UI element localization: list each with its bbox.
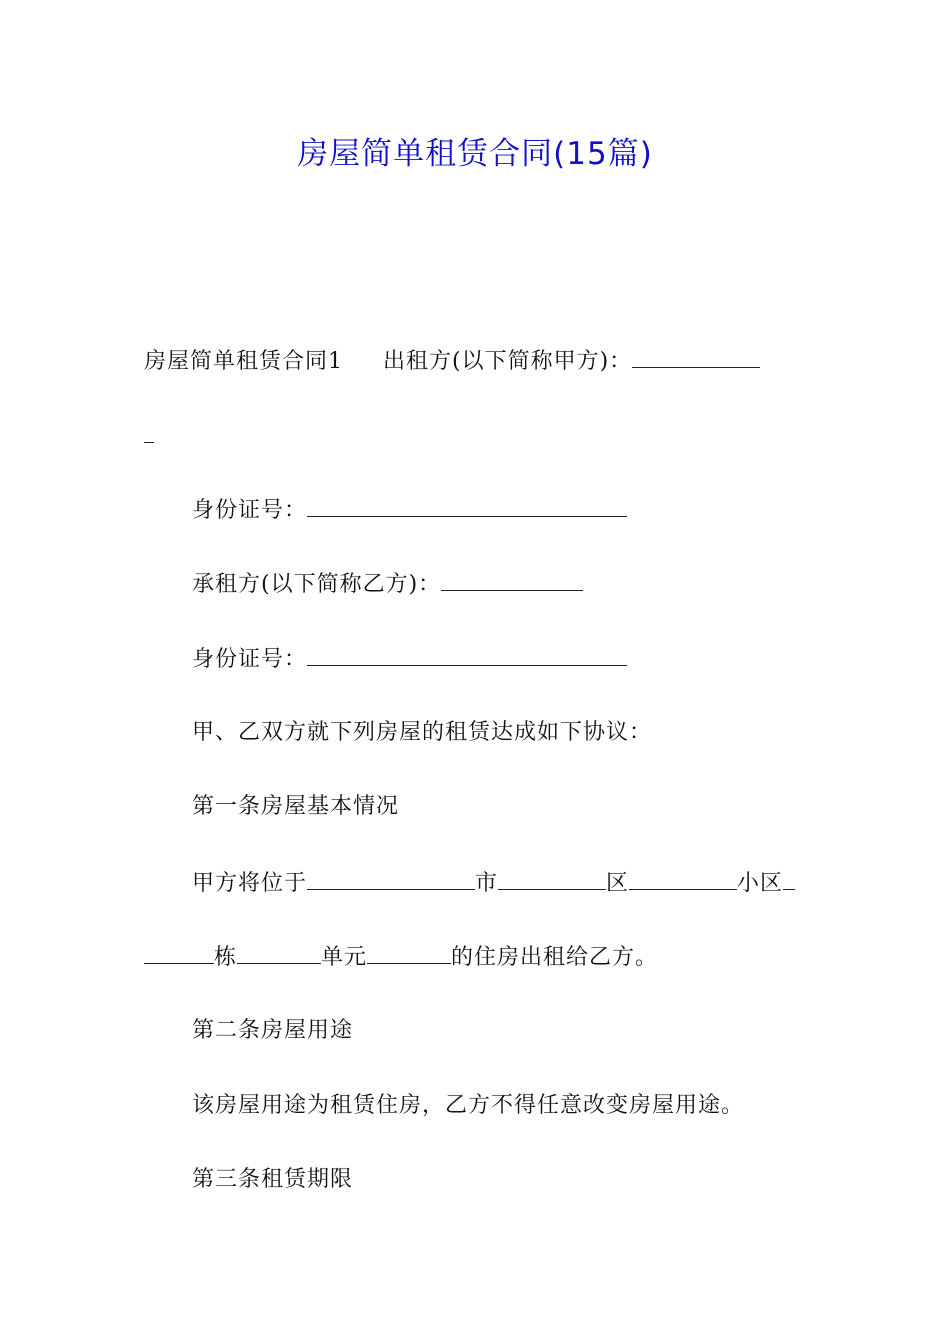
article-1-title: 第一条房屋基本情况 <box>192 794 400 819</box>
lessee-line <box>192 568 583 600</box>
location-blank <box>307 867 475 890</box>
district-label: 区 <box>606 871 630 896</box>
document-title: 房屋简单租赁合同(15篇) <box>297 136 653 172</box>
lessor-id-blank <box>307 494 627 517</box>
article-3-title: 第三条租赁期限 <box>192 1167 354 1192</box>
lessor-id-label: 身份证号： <box>192 498 308 523</box>
continuation-blank <box>144 420 154 443</box>
usage-text: 该房屋用途为租赁住房，乙方不得任意改变房屋用途。 <box>192 1093 745 1118</box>
city-label: 市 <box>475 871 499 896</box>
lessor-blank <box>632 345 760 368</box>
community-blank-continued <box>144 941 214 964</box>
lessor-line <box>144 345 760 377</box>
location-prefix: 甲方将位于 <box>192 871 308 896</box>
unit-label: 单元 <box>321 945 368 970</box>
lessee-blank <box>441 568 583 591</box>
building-blank <box>237 941 321 964</box>
unit-blank <box>367 941 451 964</box>
lessor-label: 出租方(以下简称甲方)： <box>383 349 633 374</box>
city-blank <box>498 867 606 890</box>
unit-line <box>144 941 658 973</box>
lessee-id-blank <box>307 643 627 666</box>
lessor-blank-continuation <box>144 420 154 452</box>
lease-suffix: 的住房出租给乙方。 <box>451 945 659 970</box>
lessee-label: 承租方(以下简称乙方)： <box>192 572 442 597</box>
contract-heading: 房屋简单租赁合同1 <box>144 349 343 374</box>
lessee-id-line <box>192 643 627 675</box>
agreement-text: 甲、乙双方就下列房屋的租赁达成如下协议： <box>192 720 653 745</box>
location-line <box>192 867 795 899</box>
community-label: 小区 <box>737 871 784 896</box>
district-blank <box>629 867 737 890</box>
community-blank <box>783 867 795 890</box>
lessee-id-label: 身份证号： <box>192 647 308 672</box>
article-2-title: 第二条房屋用途 <box>192 1018 354 1043</box>
building-label: 栋 <box>214 945 238 970</box>
lessor-id-line <box>192 494 627 526</box>
